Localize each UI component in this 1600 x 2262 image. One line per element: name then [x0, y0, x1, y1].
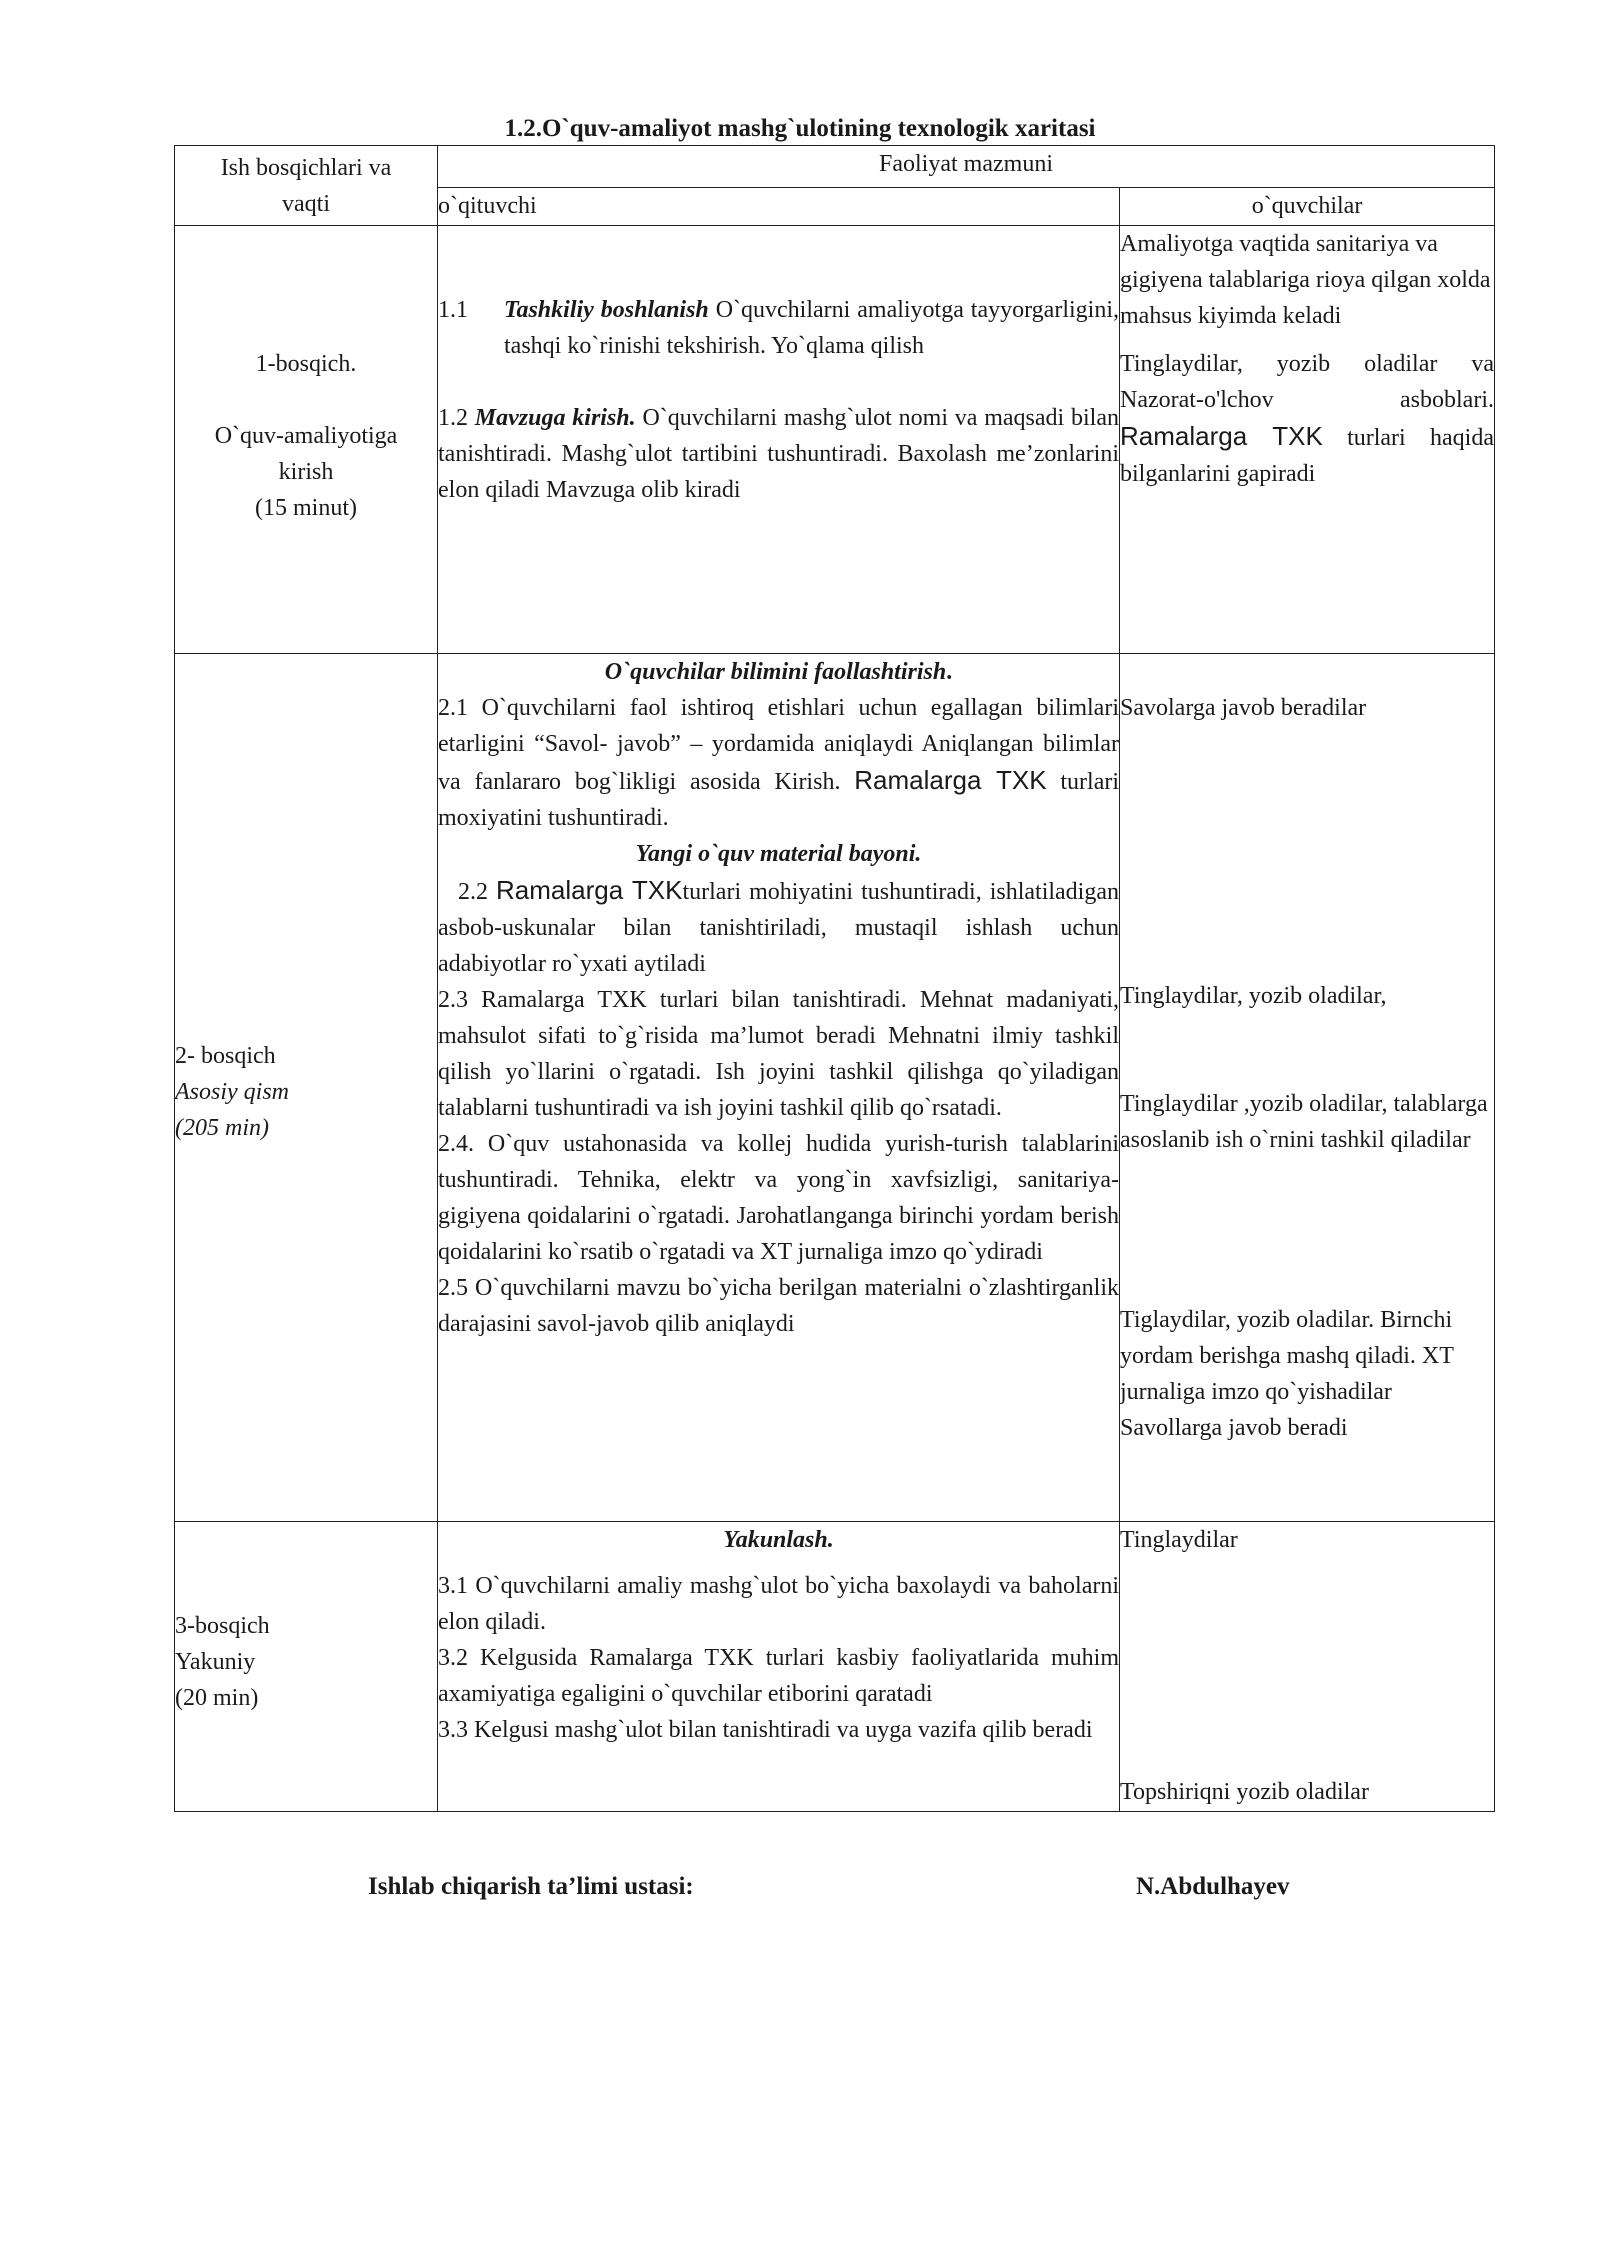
- stage2-item-2-3: 2.3 Ramalarga TXK turlari bilan tanishtiradi. Mehnat madaniyati, mahsulot sifati to`g`risida ma’lumot beradi Mehnatni ilmiy tashkil qilish yo`llarini o`rgatadi. Ish joyini tashkil qilishga qo`yiladigan talablarni tushuntiradi va ish joyini tashkil qilib qo`rsatadi.: [438, 987, 1119, 1121]
- stage2-students: [1120, 654, 1495, 1522]
- stage2-heading1: [438, 654, 1119, 690]
- header-teacher: o`qituvchi: [438, 188, 1120, 226]
- stage2-item-2-1: [438, 690, 1119, 836]
- item-text: O`quvchilarni amaliyotga tayyorgarligini, tashqi ko`rinishi tekshirish. Yo`qlama qilish: [504, 297, 1119, 359]
- stage1-label-line1: 1-bosqich.: [255, 351, 357, 377]
- stage1-label: [175, 226, 438, 654]
- stage1-label-line2: O`quv-amaliyotiga: [214, 423, 398, 449]
- stage2-student-activity-5: Savollarga javob beradi: [1120, 1415, 1348, 1441]
- stage1-student-activity-1: Amaliyotga vaqtida sanitariya va gigiyena talablariga rioya qilgan xolda mahsus kiyimda keladi: [1120, 231, 1491, 329]
- section-heading-dot: .: [946, 659, 953, 685]
- table-row: [175, 654, 1495, 1522]
- item-number: 1.2: [438, 405, 468, 431]
- header-stages-line2: vaqti: [282, 190, 330, 217]
- item-text-tail: turlari moxiyatini tushuntiradi.: [438, 769, 1120, 831]
- stage2-student-activity-2: Tinglaydilar, yozib oladilar,: [1120, 983, 1387, 1009]
- stage3-label-line1: 3-bosqich: [175, 1613, 270, 1639]
- item-heading: Mavzuga kirish.: [474, 405, 636, 431]
- item-text-sans: Ramalarga TXK: [495, 875, 683, 905]
- technology-map-table: [174, 145, 1495, 1812]
- stage2-item-2-5: 2.5 O`quvchilarni mavzu bo`yicha berilgan materialni o`zlashtirganlik darajasini savol-javob qilib aniqlaydi: [438, 1275, 1119, 1337]
- stage1-teacher: [438, 226, 1120, 654]
- header-activity: Faoliyat mazmuni: [438, 146, 1495, 188]
- stage3-student-activity-1: Tinglaydilar: [1120, 1527, 1238, 1553]
- item-heading: Tashkiliy boshlanish: [504, 297, 709, 323]
- stage3-student-activity-2: Topshiriqni yozib oladilar: [1120, 1779, 1369, 1805]
- student-text-sans: Ramalarga TXK: [1120, 421, 1323, 451]
- item-text: O`quvchilarni mashg`ulot nomi va maqsadi bilan tanishtiradi. Mashg`ulot tartibini tushuntiradi. Baxolash me’zonlarini elon qiladi Mavzuga olib kiradi: [438, 405, 1119, 503]
- stage2-label-line2: Asosiy qism: [175, 1079, 289, 1105]
- stage2-item-2-4: 2.4. O`quv ustahonasida va kollej hudida yurish-turish talablarini tushuntiradi. Tehnika, elektr va yong`in xavfsizligi, sanitariya-gigiyena qoidalarini o`rgatadi. Jarohatlanganga birinchi yordam berish qoidalarini ko`rsatib o`rgatadi va XT jurnaliga imzo qo`ydiradi: [438, 1131, 1119, 1265]
- stage1-item-1: [438, 292, 1119, 364]
- header-students: o`quvchilar: [1120, 188, 1495, 226]
- item-text: turlari mohiyatini tushuntiradi, ishlatiladigan asbob-uskunalar bilan tanishtiriladi, mustaqil ishlash uchun adabiyotlar ro`yxati aytiladi: [438, 879, 1120, 977]
- item-number: 1.1: [438, 297, 468, 323]
- student-text: Tinglaydilar, yozib oladilar va Nazorat-o'lchov asboblari.: [1120, 351, 1494, 413]
- stage2-label-line3: (205 min): [175, 1115, 269, 1141]
- stage2-student-activity-3: Tinglaydilar ,yozib oladilar, talablarga asoslanib ish o`rnini tashkil qiladilar: [1120, 1091, 1488, 1153]
- stage3-item-3-2: 3.2 Kelgusida Ramalarga TXK turlari kasbiy faoliyatlarida muhim axamiyatiga egaligini o`quvchilar etiborini qaratadi: [438, 1645, 1119, 1707]
- signature-role: Ishlab chiqarish ta’limi ustasi:: [368, 1873, 694, 1900]
- stage2-heading2: Yangi o`quv material bayoni.: [635, 841, 922, 867]
- stage3-label: [175, 1522, 438, 1812]
- table-header-row: [175, 146, 1495, 188]
- stage2-student-activity-1: Savolarga javob beradilar: [1120, 695, 1367, 721]
- stage3-item-3-3: 3.3 Kelgusi mashg`ulot bilan tanishtiradi va uyga vazifa qilib beradi: [438, 1717, 1093, 1743]
- item-text-sans: Ramalarga TXK: [854, 765, 1047, 795]
- stage2-student-activity-4: Tiglaydilar, yozib oladilar. Birnchi yordam berishga mashq qiladi. XT jurnaliga imzo qo`yishadilar: [1120, 1307, 1454, 1405]
- header-stages-line1: Ish bosqichlari va: [220, 154, 392, 181]
- stage1-students: [1120, 226, 1495, 654]
- stage3-heading: Yakunlash.: [723, 1527, 834, 1553]
- item-number: 2.2: [458, 879, 488, 905]
- header-stages: [175, 146, 438, 226]
- stage3-label-line2: Yakuniy: [175, 1649, 256, 1675]
- stage2-item-2-2: [438, 872, 1119, 982]
- stage1-label-line3: kirish: [278, 459, 334, 485]
- stage1-student-activity-2: [1120, 346, 1494, 492]
- item-text: 2.1 O`quvchilarni faol ishtiroq etishlari uchun egallagan bilimlari etarligini “Savol- javob” – yordamida aniqlaydi Aniqlangan bilimlar va fanlararo bog`likligi asosida Kirish.: [438, 695, 1119, 795]
- page-title: 1.2.O`quv-amaliyot mashg`ulotining texnologik xaritasi: [504, 115, 1096, 142]
- stage2-teacher: [438, 654, 1120, 1522]
- stage3-students: [1120, 1522, 1495, 1812]
- stage1-item-2: [438, 400, 1119, 508]
- table-row: [175, 1522, 1495, 1812]
- stage2-label-line1: 2- bosqich: [175, 1043, 276, 1069]
- stage3-teacher: [438, 1522, 1120, 1812]
- table-row: [175, 226, 1495, 654]
- stage3-label-line3: (20 min): [175, 1685, 259, 1711]
- stage2-label: [175, 654, 438, 1522]
- stage1-label-line4: (15 minut): [255, 495, 357, 521]
- section-heading: O`quvchilar bilimini faollashtirish: [604, 659, 947, 685]
- student-text-tail: turlari haqida bilganlarini gapiradi: [1120, 425, 1494, 487]
- stage3-item-3-1: 3.1 O`quvchilarni amaliy mashg`ulot bo`yicha baxolaydi va baholarni elon qiladi.: [438, 1573, 1119, 1635]
- signature-name: N.Abdulhayev: [1136, 1873, 1290, 1900]
